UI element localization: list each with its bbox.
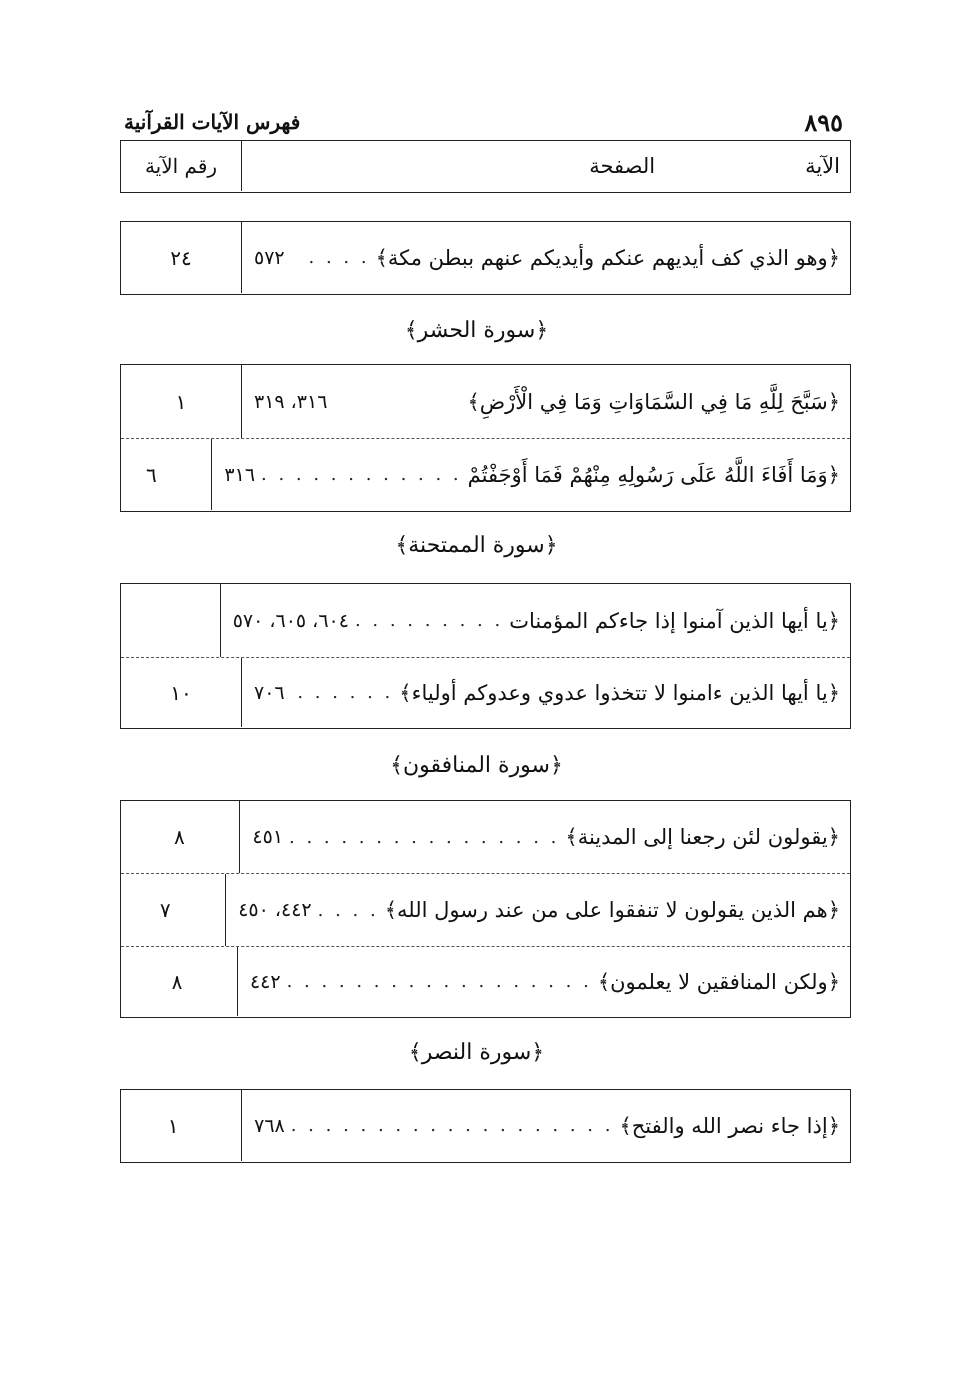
verse-cell [242, 658, 850, 727]
table-row [121, 222, 850, 293]
column-page-label: الصفحة [589, 154, 656, 178]
verse-number: ١ [105, 1090, 242, 1161]
table-row [121, 874, 850, 947]
page-references: ٤٤٢، ٤٥٠ [238, 899, 312, 921]
verse-text: ﴿إذا جاء نصر الله والفتح﴾ [619, 1113, 840, 1138]
surah-heading: ﴿سورة الحشر﴾ [404, 318, 549, 343]
page-references: ٥٧٢ [254, 246, 285, 269]
verse-number: ٨ [117, 947, 238, 1016]
verse-text: ﴿يا أيها الذين ءامنوا لا تتخذوا عدوي وعدوكم أولياء﴾ [399, 680, 840, 705]
leader-dots: . . . . . . . . . . . . . . . . . . [286, 971, 592, 992]
leader-dots: . . . . . . [297, 682, 394, 703]
verse-text: ﴿هم الذين يقولون لا تنفقوا على من عند رسول الله﴾ [384, 898, 840, 922]
verse-text: ﴿يقولون لئن رجعنا إلى المدينة﴾ [565, 825, 840, 849]
verse-text: ﴿ولكن المنافقين لا يعلمون﴾ [597, 969, 840, 994]
page-references: ٧٦٨ [254, 1114, 285, 1137]
verse-number: ٦ [91, 439, 212, 510]
column-header-verse-cell [242, 141, 850, 191]
leader-dots: . . . . [308, 247, 370, 268]
verse-text: ﴿يا أيها الذين آمنوا إذا جاءكم المؤمنات [509, 608, 840, 633]
verse-cell [240, 801, 850, 873]
verse-cell [212, 439, 850, 510]
verse-number: ٢٤ [121, 222, 242, 293]
verse-cell [238, 947, 850, 1016]
leader-dots: . . . . . . . . . . . . . . . . [289, 826, 560, 848]
page-number: ٨٩٥ [804, 108, 843, 137]
column-verse-number-label: رقم الآية [121, 141, 242, 191]
page-header [120, 108, 853, 138]
column-verse-label: الآية [805, 154, 840, 178]
page-references: ٦٠٤، ٦٠٥، ٥٧٠ [232, 609, 349, 632]
page-references: ٣١٦ [224, 463, 256, 486]
surah-heading: ﴿سورة النصر﴾ [408, 1040, 545, 1065]
page-references: ٧٠٦ [254, 681, 285, 704]
column-header-row [121, 141, 850, 191]
index-table [120, 221, 851, 295]
verse-number: ١٠ [121, 658, 242, 727]
table-row [121, 365, 850, 439]
index-table [120, 364, 851, 512]
verse-cell [221, 584, 850, 657]
verse-number: ٧ [105, 874, 226, 946]
verse-cell [242, 365, 850, 438]
page-references: ٤٤٢ [249, 970, 281, 993]
table-row [121, 947, 850, 1016]
verse-cell [226, 874, 850, 946]
verse-number: ٨ [119, 801, 240, 873]
surah-heading: ﴿سورة الممتحنة﴾ [395, 533, 558, 558]
verse-number [100, 584, 221, 657]
index-table [120, 800, 851, 1018]
table-row [121, 584, 850, 658]
verse-text: ﴿وهو الذي كف أيديهم عنكم وأيديكم عنهم ببطن مكة﴾ [375, 245, 840, 270]
verse-number: ١ [121, 365, 242, 438]
verse-text: ﴿وَمَا أَفَاءَ اللَّهُ عَلَى رَسُولِهِ مِنْهُمْ فَمَا أَوْجَفْتُمْ [467, 462, 840, 487]
verse-text: ﴿سَبَّحَ لِلَّهِ مَا فِي السَّمَاوَاتِ وَمَا فِي الْأَرْضِ﴾ [467, 389, 840, 414]
table-row [121, 658, 850, 727]
page-references: ٣١٦، ٣١٩ [254, 390, 328, 413]
surah-heading: ﴿سورة المنافقون﴾ [390, 753, 563, 778]
table-row [121, 801, 850, 874]
index-table [120, 583, 851, 729]
leader-dots: . . . . . . . . . . . . . . . . . . . [290, 1115, 614, 1136]
column-header-table [120, 140, 851, 193]
table-row [121, 439, 850, 510]
table-row [121, 1090, 850, 1161]
page-title: فهرس الآيات القرآنية [124, 110, 301, 134]
leader-dots: . . . . . . . . . [354, 610, 504, 631]
verse-cell [242, 1090, 850, 1161]
leader-dots: . . . . [317, 899, 379, 921]
page-references: ٤٥١ [252, 826, 284, 848]
index-table [120, 1089, 851, 1163]
verse-cell [242, 222, 850, 293]
leader-dots: . . . . . . . . . . . . [261, 464, 462, 485]
